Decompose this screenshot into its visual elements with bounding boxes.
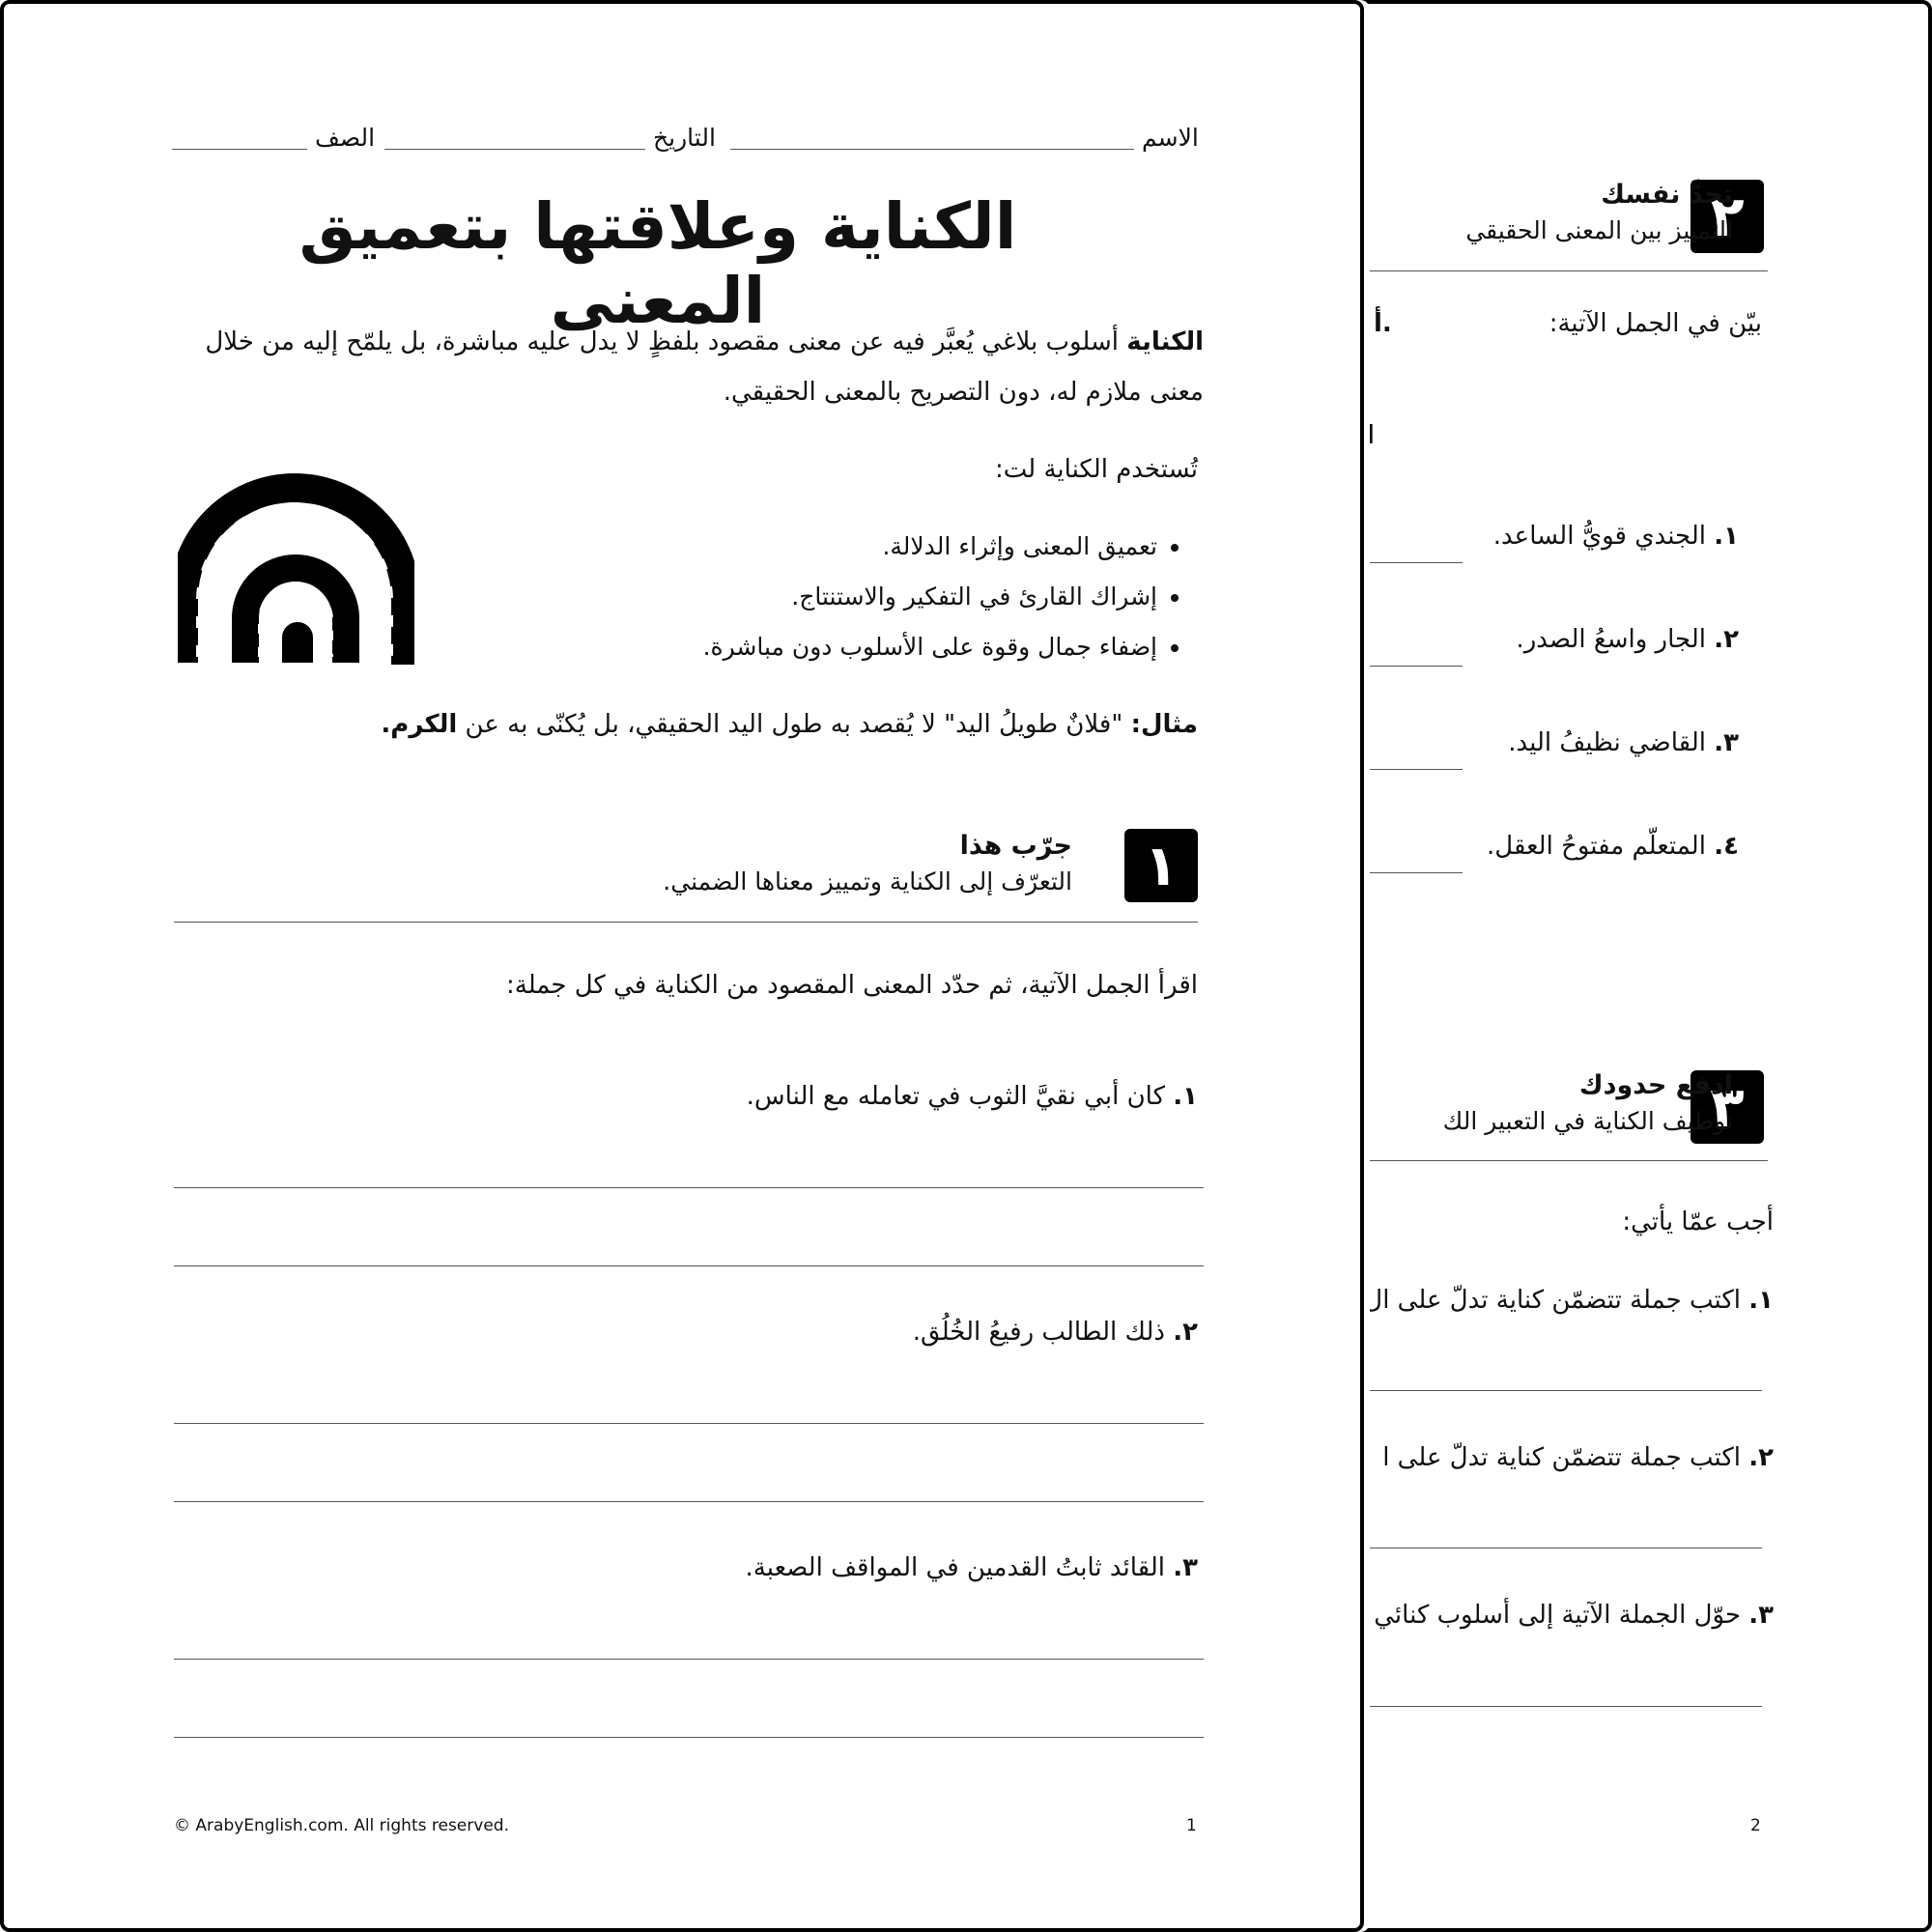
example-keyword: الكرم. bbox=[381, 710, 458, 739]
section-3-instruction: أجب عمّا يأتي: bbox=[1622, 1208, 1774, 1236]
answer-line[interactable] bbox=[1366, 562, 1463, 563]
example-line bbox=[381, 699, 1198, 750]
section-2-title: تحدَّ نفسك bbox=[1601, 180, 1733, 210]
section-1-divider bbox=[174, 922, 1198, 923]
date-label: التاريخ bbox=[653, 124, 716, 152]
copyright-footer: © ArabyEnglish.com. All rights reserved. bbox=[174, 1816, 509, 1835]
page-number: 1 bbox=[1186, 1816, 1197, 1835]
answer-line[interactable] bbox=[1366, 666, 1463, 667]
answer-line[interactable] bbox=[174, 1187, 1204, 1188]
answer-line[interactable] bbox=[174, 1501, 1204, 1502]
name-label: الاسم bbox=[1142, 124, 1199, 152]
list-item: • تعميق المعنى وإثراء الدلالة. bbox=[481, 522, 1157, 572]
uses-intro: تُستخدم الكناية لت: bbox=[995, 455, 1198, 484]
section-3-subtitle: توظيف الكناية في التعبير الك bbox=[1442, 1107, 1733, 1135]
section-3-item-3: ٣. حوّل الجملة الآتية إلى أسلوب كنائي bbox=[1374, 1601, 1774, 1630]
section-1-subtitle: التعرّف إلى الكناية وتمييز معناها الضمني. bbox=[663, 867, 1072, 895]
question-1: ١. كان أبي نقيَّ الثوب في تعامله مع الناس. bbox=[746, 1082, 1198, 1111]
section-1-title: جرّب هذا bbox=[959, 831, 1072, 861]
section-3-item-2: ٢. اكتب جملة تتضمّن كناية تدلّ على ا bbox=[1382, 1443, 1774, 1472]
answer-line[interactable] bbox=[1366, 1706, 1762, 1707]
section-2-instruction: بيّن في الجمل الآتية: bbox=[1548, 309, 1762, 338]
question-3: ٣. القائد ثابتُ القدمين في المواقف الصعبة. bbox=[745, 1553, 1198, 1582]
rainbow-illustration bbox=[178, 473, 414, 672]
definition-text: أسلوب بلاغي يُعبَّر فيه عن معنى مقصود بلفظٍ لا يدل عليه مباشرة، بل يلمّح إليه من خلال معنى ملازم له، دون التصريح بالمعنى الحقيقي. bbox=[205, 327, 1204, 407]
section-1-instruction: اقرأ الجمل الآتية، ثم حدّد المعنى المقصود من الكناية في كل جملة: bbox=[506, 971, 1198, 1000]
section-2-column-a: أ. bbox=[1374, 309, 1392, 338]
class-label: الصف bbox=[315, 124, 376, 152]
page-title: الكناية وعلاقتها بتعميق المعنى bbox=[298, 189, 1017, 338]
definition-term: الكناية bbox=[1126, 327, 1204, 356]
section-1-number: ١ bbox=[1144, 833, 1179, 898]
example-text: "فلانٌ طويلُ اليد" لا يُقصد به طول اليد الحقيقي، بل يُكنّى به عن bbox=[457, 710, 1131, 739]
name-field[interactable] bbox=[730, 149, 1134, 150]
definition-paragraph bbox=[178, 317, 1204, 417]
section-1-badge bbox=[1124, 829, 1198, 902]
class-field[interactable] bbox=[172, 149, 307, 150]
section-2-divider bbox=[1366, 270, 1768, 271]
section-3-divider bbox=[1366, 1160, 1768, 1161]
section-2-subtitle: التمييز بين المعنى الحقيقي bbox=[1465, 216, 1733, 244]
answer-line[interactable] bbox=[174, 1737, 1204, 1738]
list-item: • إضفاء جمال وقوة على الأسلوب دون مباشرة. bbox=[481, 622, 1157, 672]
answer-line[interactable] bbox=[174, 1659, 1204, 1660]
worksheet-page-2 bbox=[1343, 0, 1932, 1932]
section-2-item-2: ٢. الجار واسعُ الصدر. bbox=[1516, 625, 1739, 654]
page-number: 2 bbox=[1750, 1816, 1761, 1835]
answer-line[interactable] bbox=[174, 1265, 1204, 1266]
answer-line[interactable] bbox=[1366, 1390, 1762, 1391]
list-item: • إشراك القارئ في التفكير والاستنتاج. bbox=[481, 572, 1157, 622]
section-2-item-3: ٣. القاضي نظيفُ اليد. bbox=[1508, 728, 1739, 757]
answer-line[interactable] bbox=[1366, 769, 1463, 770]
date-field[interactable] bbox=[384, 149, 645, 150]
answer-line[interactable] bbox=[174, 1423, 1204, 1424]
section-3-item-1: ١. اكتب جملة تتضمّن كناية تدلّ على ال bbox=[1364, 1286, 1774, 1315]
section-2-number: ٢ bbox=[1710, 184, 1745, 249]
section-2-item-4: ٤. المتعلّم مفتوحُ العقل. bbox=[1487, 832, 1739, 861]
uses-list bbox=[481, 522, 1196, 672]
section-2-item-1: ١. الجندي قويُّ الساعد. bbox=[1492, 522, 1739, 551]
example-label: مثال: bbox=[1130, 710, 1198, 739]
answer-line[interactable] bbox=[1366, 872, 1463, 873]
question-2: ٢. ذلك الطالب رفيعُ الخُلُق. bbox=[912, 1318, 1198, 1347]
section-3-number: ٣ bbox=[1710, 1074, 1745, 1140]
section-3-title: ادفع حدودك bbox=[1578, 1070, 1733, 1100]
section-2-column-partial: ا bbox=[1366, 421, 1375, 450]
